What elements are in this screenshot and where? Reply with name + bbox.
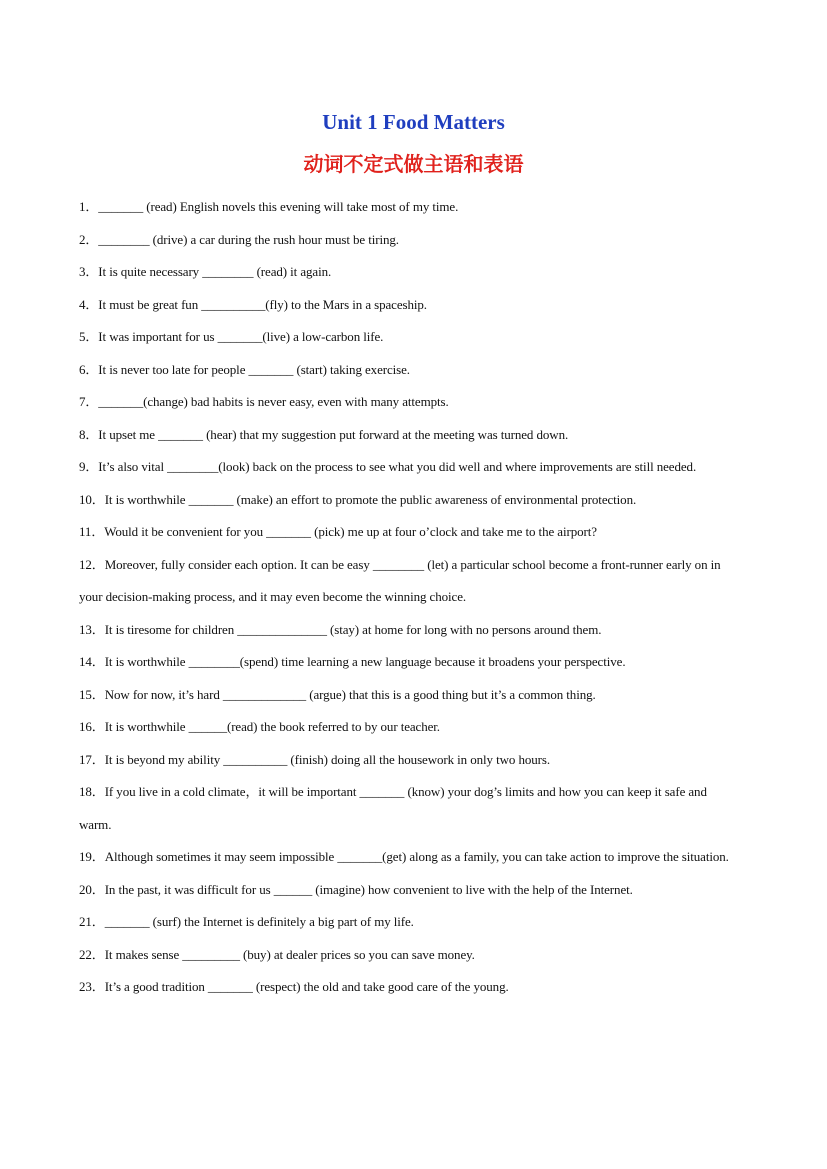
question-item: 21．_______ (surf) the Internet is definitely a big part of my life. xyxy=(79,914,414,929)
page-subtitle: 动词不定式做主语和表语 xyxy=(303,152,524,176)
question-item: 16．It is worthwhile ______(read) the book referred to by our teacher. xyxy=(79,719,440,734)
question-item: 8．It upset me _______ (hear) that my suggestion put forward at the meeting was turned down. xyxy=(79,426,569,442)
question-item: 20．In the past, it was difficult for us ______ (imagine) how convenient to live with the help of the Internet. xyxy=(79,881,633,897)
question-item: 13．It is tiresome for children ______________ (stay) at home for long with no persons around them. xyxy=(79,621,602,637)
question-item: 1．_______ (read) English novels this evening will take most of my time. xyxy=(79,199,459,214)
question-item: 3．It is quite necessary ________ (read) it again. xyxy=(79,264,332,279)
question-item: 11．Would it be convenient for you _______ (pick) me up at four o’clock and take me to the airport? xyxy=(79,524,597,539)
question-list xyxy=(79,191,741,1004)
question-item: 15．Now for now, it’s hard _____________ (argue) that this is a good thing but it’s a common thing. xyxy=(79,686,596,702)
question-item: 6．It is never too late for people _______ (start) taking exercise. xyxy=(79,361,410,377)
question-item: 22．It makes sense _________ (buy) at dealer prices so you can save money. xyxy=(79,946,475,962)
question-item: 5．It was important for us _______(live) a low-carbon life. xyxy=(79,329,384,344)
question-item: 10．It is worthwhile _______ (make) an effort to promote the public awareness of environmental protection. xyxy=(79,491,637,507)
question-item: 9．It’s also vital ________(look) back on the process to see what you did well and where improvements are still needed. xyxy=(79,459,697,474)
question-item: 19．Although sometimes it may seem impossible _______(get) along as a family, you can take action to improve the situation. xyxy=(79,849,729,864)
question-item: 18．If you live in a cold climate，it will be important _______ (know) your dog’s limits and how you can keep it safe and warm. xyxy=(79,784,707,832)
question-item: 23．It’s a good tradition _______ (respect) the old and take good care of the young. xyxy=(79,979,509,994)
question-item: 2．________ (drive) a car during the rush hour must be tiring. xyxy=(79,231,399,247)
question-item: 14．It is worthwhile ________(spend) time learning a new language because it broadens your perspective. xyxy=(79,654,626,669)
question-item: 17．It is beyond my ability __________ (finish) doing all the housework in only two hours. xyxy=(79,751,550,767)
question-item: 12．Moreover, fully consider each option. It can be easy ________ (let) a particular school become a front-runner early on in your decision-making process, and it may even become the winning choice. xyxy=(79,556,721,604)
question-item: 4．It must be great fun __________(fly) to the Mars in a spaceship. xyxy=(79,296,427,312)
question-item: 7．_______(change) bad habits is never easy, even with many attempts. xyxy=(79,394,449,409)
page-title: Unit 1 Food Matters xyxy=(322,110,505,134)
